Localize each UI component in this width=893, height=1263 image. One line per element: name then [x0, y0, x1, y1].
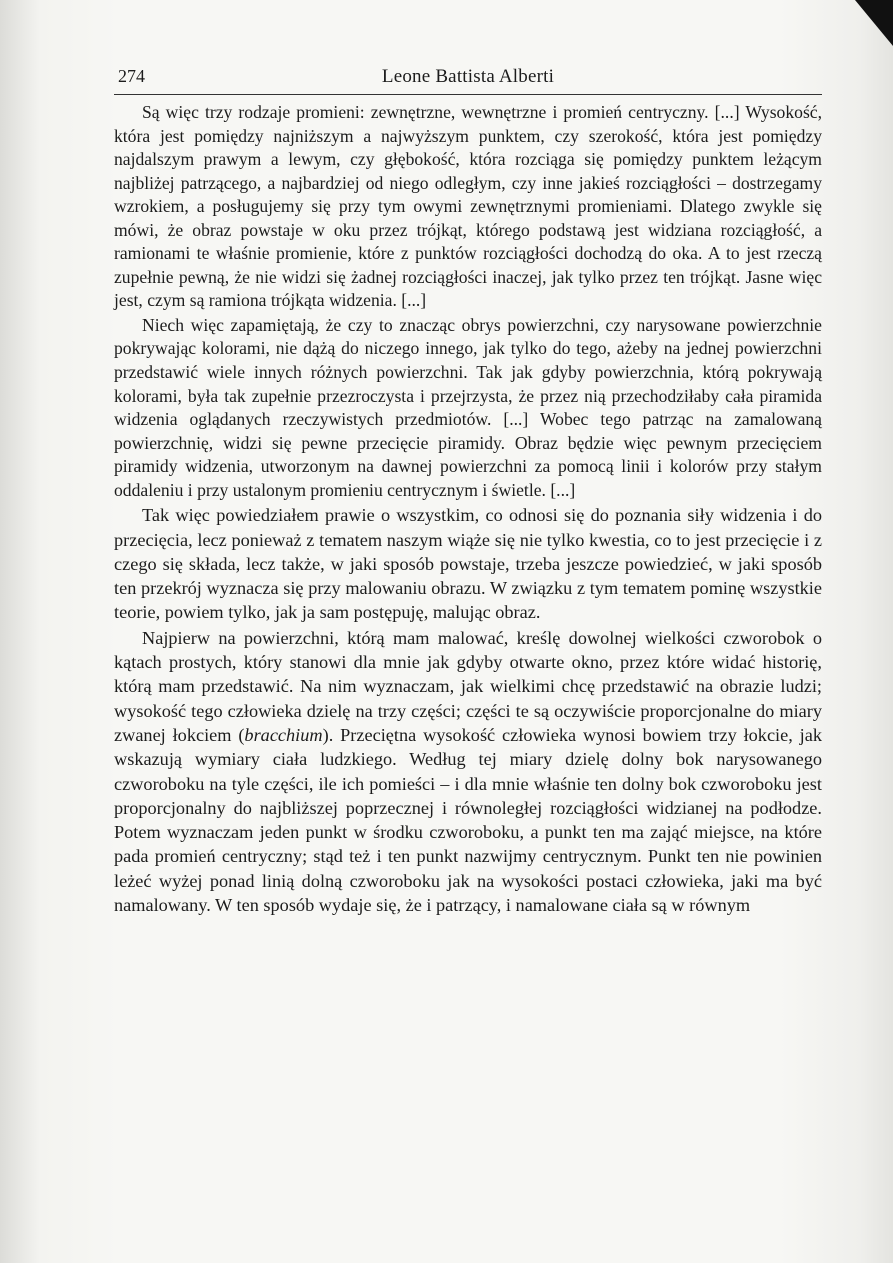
book-page [114, 64, 822, 917]
paragraph-4-text-a: Najpierw na powierzchni, którą mam malować, kreślę dowolnej wielkości czworobok o kątach prostych, który stanowi dla mnie jak gdyby otwarte okno, przez które widać historię, którą mam przedstawić. Na nim wyznaczam, jak wielkimi chcę przedstawić na obrazie ludzi; wysokość tego człowieka dzielę na trzy części; części te są oczywiście proporcjonalne do miary zwanej łokciem ( [114, 627, 822, 745]
page-corner-shadow [855, 0, 893, 46]
body-text [114, 101, 822, 917]
page-header [114, 64, 822, 95]
paragraph-1: Są więc trzy rodzaje promieni: zewnętrzne, wewnętrzne i promień centryczny. [...] Wysokość, która jest pomiędzy najniższym a najwyższym punktem, czy szerokość, która jest pomiędzy najdalszym prawym a lewym, czy głębokość, która rozciąga się pomiędzy punktem leżącym najbliżej patrzącego, a najbardziej od niego odległym, czy inne jakieś rozciągłości – dostrzegamy wzrokiem, a posługujemy się przy tym owymi zewnętrznymi promieniami. Dlatego zwykle się mówi, że obraz powstaje w oku przez trójkąt, którego podstawą jest widziana rozciągłość, a ramionami te właśnie promienie, które z punktów rozciągłości dochodzą do oka. A to jest rzeczą zupełnie pewną, że nie widzi się żadnej rozciągłości inaczej, jak tylko przez ten trójkąt. Jasne więc jest, czym są ramiona trójkąta widzenia. [...] [114, 102, 822, 311]
paragraph-4-text-b: ). Przeciętna wysokość człowieka wynosi bowiem trzy łokcie, jak wskazują wymiary ciała ludzkiego. Według tej miary dzielę dolny bok narysowanego czworoboku na tyle części, ile ich pomieści – i dla mnie właśnie ten dolny bok czworoboku jest proporcjonalny do najbliższej poprzecznej i równoległej rozciągłości widzianej na podłodze. Potem wyznaczam jeden punkt w środku czworoboku, a punkt ten ma zająć miejsce, na które pada promień centryczny; stąd też i ten punkt nazwijmy centrycznym. Punkt ten nie powinien leżeć wyżej ponad linią dolną czworoboku jak na wysokości postaci człowieka, jaki ma być namalowany. W ten sposób wydaje się, że i patrzący, i namalowane ciała są w równym [114, 724, 822, 916]
page-number: 274 [118, 66, 145, 86]
paragraph-4 [114, 626, 822, 918]
paragraph-3: Tak więc powiedziałem prawie o wszystkim, co odnosi się do poznania siły widzenia i do przecięcia, lecz ponieważ z tematem naszym wiąże się nie tylko kwestia, co to jest przecięcie i z czego się składa, lecz także, w jaki sposób powstaje, trzeba jeszcze powiedzieć, w jaki sposób ten przekrój wyznacza się przy malowaniu obrazu. W związku z tym tematem pominę wszystkie teorie, powiem tylko, jak ja sam postępuję, malując obraz. [114, 505, 822, 623]
running-head: Leone Battista Alberti [381, 66, 555, 87]
latin-term: bracchium [244, 724, 323, 745]
paragraph-2: Niech więc zapamiętają, że czy to znacząc obrys powierzchni, czy narysowane powierzchnie pokrywając kolorami, nie dążą do niczego innego, jak tylko do tego, ażeby na jednej powierzchni przedstawić wiele innych różnych powierzchni. Tak jak gdyby powierzchnia, którą pokrywają kolorami, była tak zupełnie przezroczysta i przejrzysta, że przez nią przechodziłaby cała piramida widzenia oglądanych rzeczywistych przedmiotów. [...] Wobec tego patrząc na zamalowaną powierzchnię, widzi się pewne przecięcie piramidy. Obraz będzie więc pewnym przecięciem piramidy widzenia, utworzonym na dawnej powierzchni za pomocą linii i kolorów przy stałym oddaleniu i przy ustalonym promieniu centrycznym i świetle. [...] [114, 314, 822, 500]
